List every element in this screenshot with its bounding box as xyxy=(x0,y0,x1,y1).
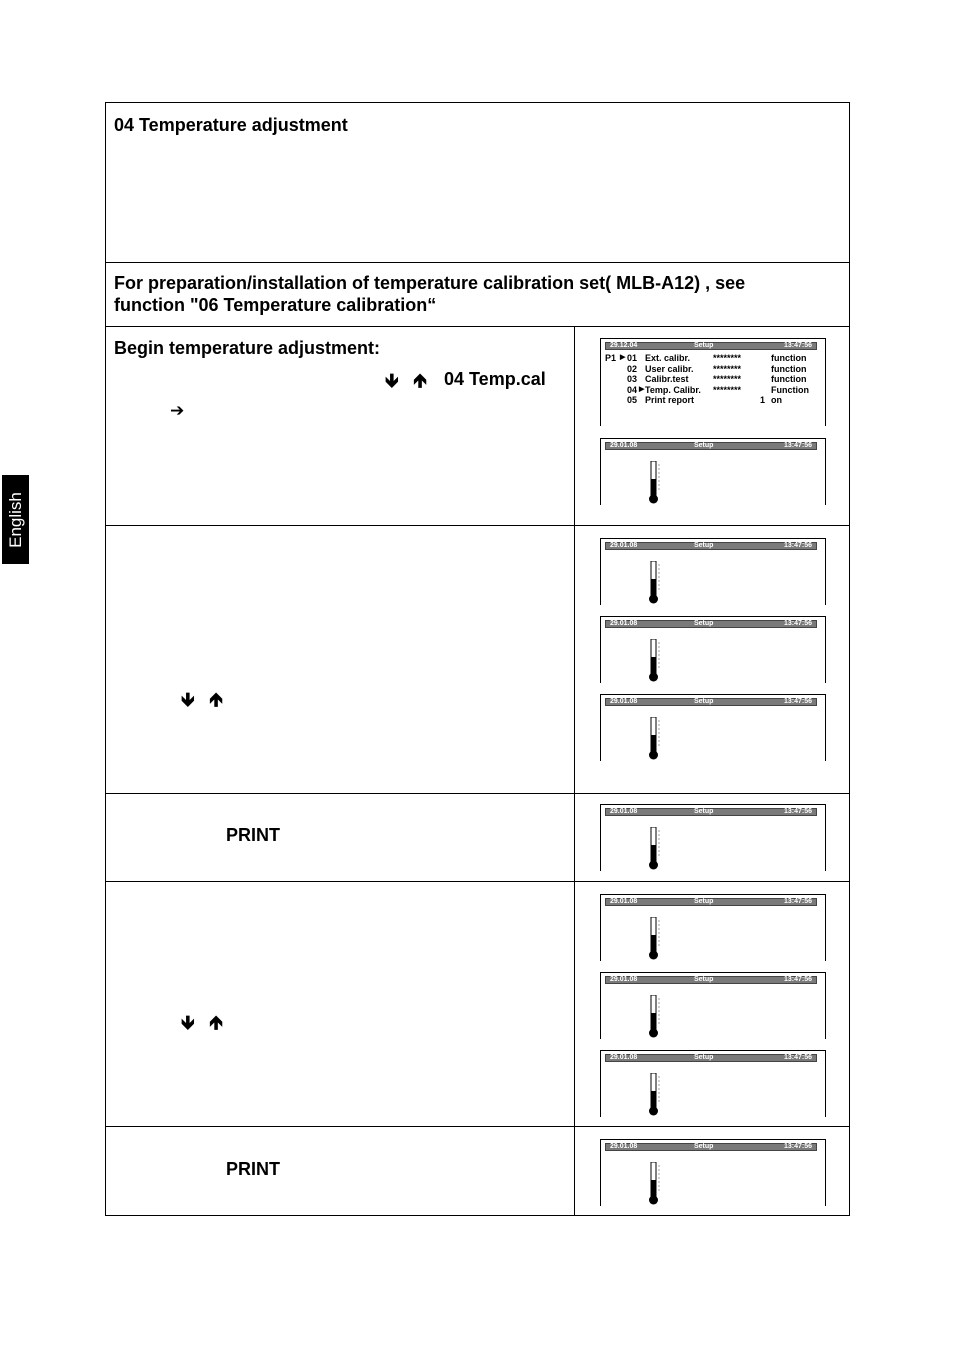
screen-title: Setup xyxy=(694,808,714,815)
thermometer-icon xyxy=(647,827,661,871)
menu-row xyxy=(605,385,825,396)
pointer-icon: ▶ xyxy=(639,385,645,393)
thermometer-screen xyxy=(600,538,826,605)
screen-date: 29.01.08 xyxy=(610,542,638,549)
adjust-screens-cell xyxy=(575,526,849,793)
status-bar xyxy=(605,1143,817,1151)
screen-title: Setup xyxy=(694,542,714,549)
nav-arrows-icon: 🡻 🡹 xyxy=(385,370,431,392)
screen-title: Setup xyxy=(694,442,714,449)
adjust-row-1 xyxy=(106,526,849,794)
thermometer-screen xyxy=(600,972,826,1039)
screen-title: Setup xyxy=(694,1054,714,1061)
menu-status: function xyxy=(771,374,807,384)
screen-clock: 13:47:56 xyxy=(783,620,812,627)
menu-target: 04 Temp.cal xyxy=(444,369,546,389)
thermometer-icon xyxy=(647,717,661,761)
screen-date: 29.01.08 xyxy=(610,1143,638,1150)
adjust-row-2 xyxy=(106,882,849,1127)
language-tab xyxy=(2,475,29,564)
screen-clock: 13:47:56 xyxy=(783,442,812,449)
menu-screen xyxy=(600,338,826,426)
screen-title: Setup xyxy=(694,898,714,905)
adjust-screens-cell xyxy=(575,882,849,1126)
thermometer-screen xyxy=(600,894,826,961)
menu-value: 1 xyxy=(760,395,766,405)
print-key-label: PRINT xyxy=(226,825,280,845)
print-text-cell xyxy=(106,794,575,881)
menu-value: ******** xyxy=(713,363,742,374)
screen-date: 29.01.08 xyxy=(610,808,638,815)
begin-screens-cell xyxy=(575,327,849,525)
thermometer-icon xyxy=(647,461,661,505)
status-bar xyxy=(605,342,817,350)
screen-date: 29.01.08 xyxy=(610,442,638,449)
thermometer-icon xyxy=(647,995,661,1039)
menu-row xyxy=(605,353,825,364)
thermometer-icon xyxy=(647,917,661,961)
screen-title: Setup xyxy=(694,1143,714,1150)
menu-num: 03 xyxy=(627,374,638,384)
screen-clock: 13:47:56 xyxy=(783,808,812,815)
screen-title: Setup xyxy=(694,620,714,627)
screen-date: 29.01.08 xyxy=(610,698,638,705)
thermometer-screen xyxy=(600,616,826,683)
screen-date: 29.01.08 xyxy=(610,898,638,905)
screen-clock: 13:47:56 xyxy=(783,1143,812,1150)
thermometer-icon xyxy=(647,561,661,605)
adjust-text-cell xyxy=(106,526,575,793)
menu-status: function xyxy=(771,353,807,363)
thermometer-icon xyxy=(647,1162,661,1206)
menu-list xyxy=(605,353,825,406)
screen-clock: 13:47:56 xyxy=(783,1054,812,1061)
status-bar xyxy=(605,976,817,984)
menu-num: 02 xyxy=(627,363,638,374)
title-row xyxy=(106,103,849,263)
menu-status: Function xyxy=(771,384,809,395)
screen-clock: 13:47:56 xyxy=(783,342,812,349)
thermometer-screen xyxy=(600,694,826,761)
thermometer-screen xyxy=(600,1050,826,1117)
thermometer-screen xyxy=(600,438,826,505)
thermometer-screen xyxy=(600,804,826,871)
menu-value: ******** xyxy=(713,353,742,363)
status-bar xyxy=(605,898,817,906)
menu-row xyxy=(605,395,825,406)
pointer-icon: ▶ xyxy=(620,354,626,361)
menu-num: 01 xyxy=(627,353,638,363)
menu-num: 05 xyxy=(627,395,638,405)
print-text-cell xyxy=(106,1127,575,1215)
prep-note: For preparation/installation of temperature calibration set( MLB-A12) , see function "06 Temperature calibration“ xyxy=(114,273,746,315)
print-screen-cell xyxy=(575,1127,849,1215)
screen-date: 29.01.08 xyxy=(610,1054,638,1061)
thermometer-icon xyxy=(647,1073,661,1117)
menu-name: Ext. calibr. xyxy=(645,353,691,363)
right-arrow-icon: ➔ xyxy=(170,401,189,421)
screen-clock: 13:47:56 xyxy=(783,542,812,549)
screen-clock: 13:47:56 xyxy=(783,976,812,983)
thermometer-icon xyxy=(647,639,661,683)
menu-page: P1 xyxy=(605,353,617,363)
menu-name: Print report xyxy=(645,395,695,405)
menu-name: User calibr. xyxy=(645,363,694,374)
menu-status: on xyxy=(771,395,782,405)
status-bar xyxy=(605,542,817,550)
menu-name: Temp. Calibr. xyxy=(645,384,701,395)
print-key-label: PRINT xyxy=(226,1159,280,1179)
status-bar xyxy=(605,1054,817,1062)
status-bar xyxy=(605,808,817,816)
screen-title: Setup xyxy=(694,342,714,349)
begin-heading: Begin temperature adjustment: xyxy=(114,338,381,358)
screen-date: 29.01.08 xyxy=(610,976,638,983)
print-row-2 xyxy=(106,1127,849,1215)
adjust-text-cell xyxy=(106,882,575,1126)
menu-row xyxy=(605,374,825,385)
screen-date: 29.01.08 xyxy=(610,620,638,627)
screen-clock: 13:47:56 xyxy=(783,698,812,705)
nav-arrows-icon: 🡻 🡹 xyxy=(181,689,227,711)
begin-text-cell xyxy=(106,327,575,525)
screen-clock: 13:47:56 xyxy=(783,898,812,905)
menu-value: ******** xyxy=(713,374,742,384)
print-row-1 xyxy=(106,794,849,882)
screen-date: 29.12.04 xyxy=(610,342,638,349)
menu-status: function xyxy=(771,363,807,374)
thermometer-screen xyxy=(600,1139,826,1206)
menu-num: 04 xyxy=(627,384,638,395)
menu-name: Calibr.test xyxy=(645,374,689,384)
screen-title: Setup xyxy=(694,976,714,983)
prep-row xyxy=(106,263,849,327)
status-bar xyxy=(605,698,817,706)
instruction-table xyxy=(105,102,850,1216)
begin-row xyxy=(106,327,849,526)
status-bar xyxy=(605,442,817,450)
status-bar xyxy=(605,620,817,628)
menu-row xyxy=(605,364,825,375)
nav-arrows-icon: 🡻 🡹 xyxy=(181,1012,227,1034)
language-tab-label: English xyxy=(5,491,25,548)
section-title: 04 Temperature adjustment xyxy=(114,115,348,135)
print-screen-cell xyxy=(575,794,849,881)
screen-title: Setup xyxy=(694,698,714,705)
menu-value: ******** xyxy=(713,384,742,395)
